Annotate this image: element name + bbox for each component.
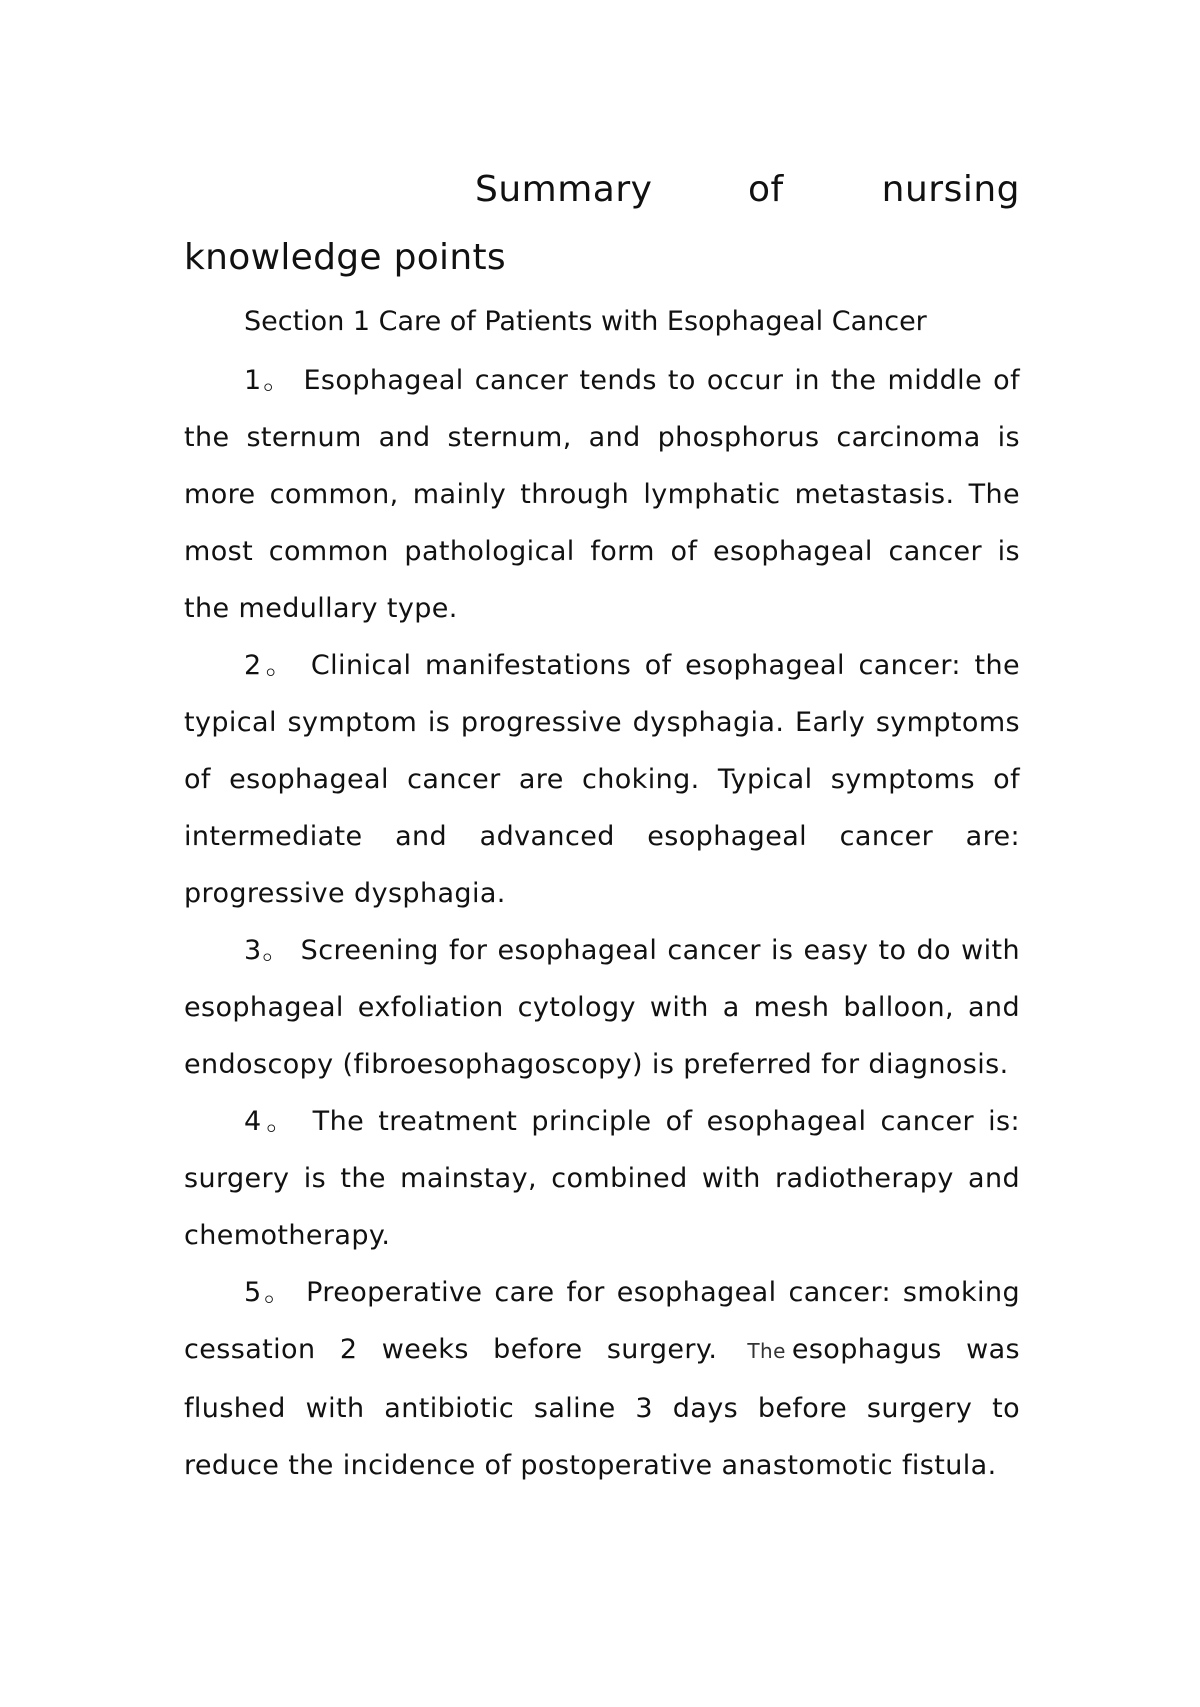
item-text: The treatment principle of esophageal cancer is: surgery is the mainstay, combined with radiotherapy and chemotherapy.: [184, 1106, 1021, 1251]
item-text: Screening for esophageal cancer is easy to do with esophageal exfoliation cytology with a mesh balloon, and endoscopy (fibroesophagoscopy) is preferred for diagnosis.: [184, 935, 1021, 1080]
document-title-line-1: [184, 164, 1020, 216]
list-item: [184, 922, 1020, 1093]
list-item: [184, 1093, 1020, 1264]
item-text-part-b: esophagus was flushed with antibiotic saline 3 days before surgery to reduce the incidence of postoperative anastomotic fistula.: [184, 1334, 1020, 1481]
item-number: 4。: [244, 1106, 299, 1137]
title-word-nursing: nursing: [881, 169, 1020, 210]
title-word-of: of: [748, 169, 784, 210]
item-text-part-a: Preoperative care for esophageal cancer: smoking cessation 2 weeks before surgery.: [184, 1277, 1021, 1365]
item-number: 5。: [244, 1277, 295, 1308]
list-item: [184, 1264, 1020, 1494]
item-text: Esophageal cancer tends to occur in the middle of the sternum and sternum, and phosphorus carcinoma is more common, mainly through lymphatic metastasis. The most common pathological form of esophageal cancer is the medullary type.: [184, 365, 1020, 624]
list-item: [184, 637, 1020, 922]
item-number: 2。: [244, 650, 298, 681]
item-number: 3。: [244, 935, 291, 966]
item-number: 1。: [244, 365, 293, 396]
document-title-line-2: knowledge points: [184, 237, 506, 278]
title-word-summary: Summary: [475, 169, 653, 210]
document-body: [184, 164, 1020, 1494]
section-heading: Section 1 Care of Patients with Esophageal Cancer: [244, 306, 927, 337]
item-text: Clinical manifestations of esophageal cancer: the typical symptom is progressive dysphagia. Early symptoms of esophageal cancer are choking. Typical symptoms of intermediate and advanced esophageal cancer are: progressive dysphagia.: [184, 650, 1020, 909]
item-small-word: The: [747, 1339, 786, 1363]
list-item: [184, 352, 1020, 637]
